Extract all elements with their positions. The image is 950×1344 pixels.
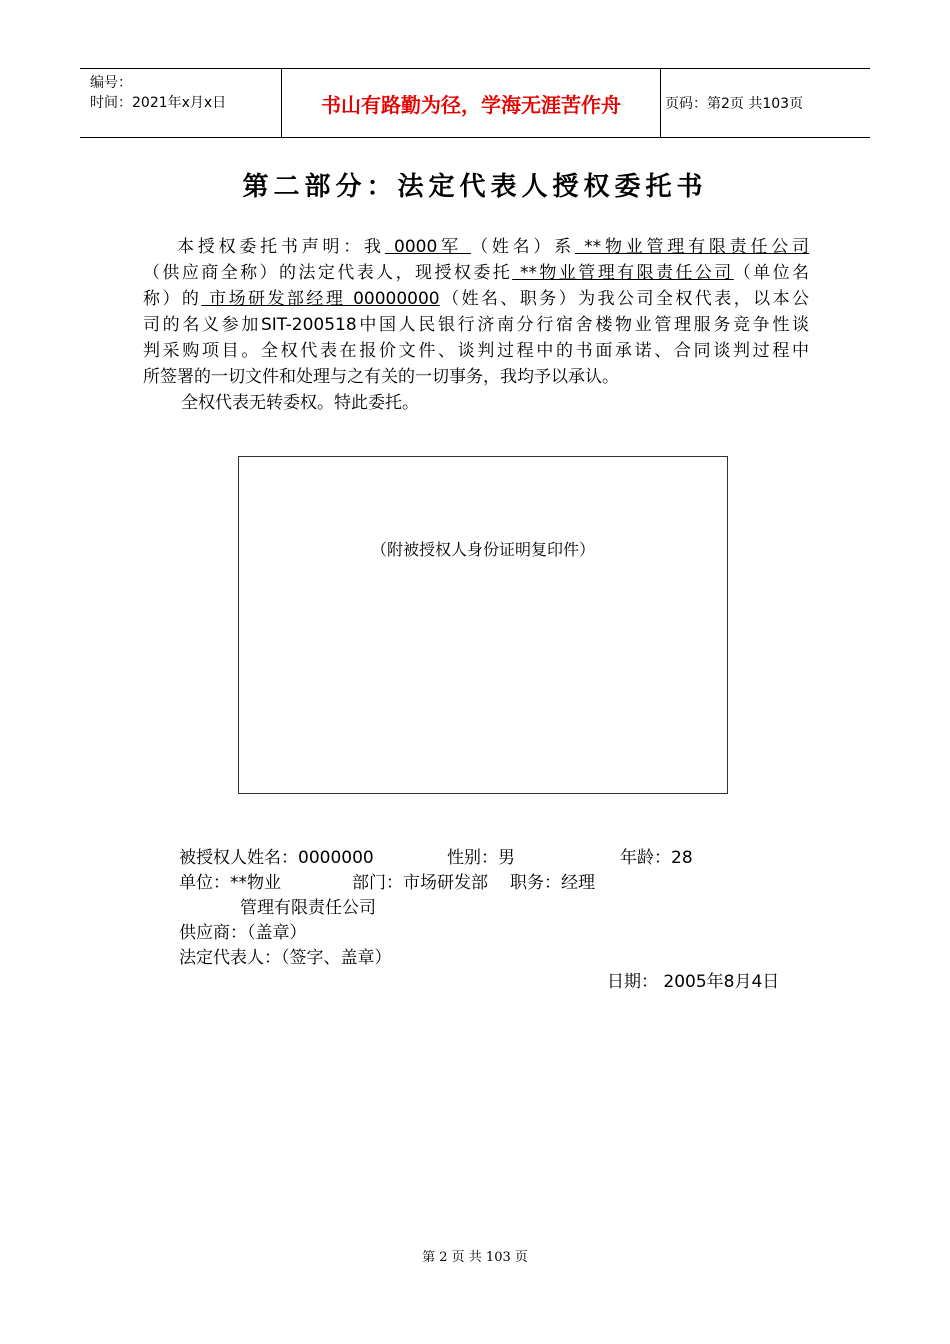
legal-rep-name: 0000军 [384, 237, 472, 257]
declaration-line-1 [143, 234, 809, 260]
declaration-line-6: 所签署的一切文件和处理与之有关的一切事务，我均予以承认。 [143, 367, 619, 387]
text: （姓名、职务）为我公司全权代表，以本公 [439, 289, 810, 309]
id-copy-box [238, 456, 728, 794]
legal-rep-signature: 法定代表人：（签字、盖章） [179, 948, 392, 968]
page-title: 第二部分：法定代表人授权委托书 [242, 172, 708, 202]
text: （供应商全称）的法定代表人，现授权委托 [143, 263, 513, 283]
header-number: 编号： [90, 75, 132, 91]
text: 称）的 [143, 289, 202, 309]
id-copy-caption: （附被授权人身份证明复印件） [370, 540, 595, 559]
declaration-line-7 [143, 390, 809, 416]
delegate-name-position: 市场研发部经理 00000000 [201, 289, 440, 309]
header-divider [660, 69, 661, 137]
declaration-line-3 [143, 286, 809, 312]
declaration-line-2 [143, 260, 809, 286]
company-name: **物业管理有限责任公司 [574, 237, 810, 257]
delegate-company: **物业管理有限责任公司 [512, 263, 734, 283]
text: 本授权委托书声明：我 [177, 237, 385, 257]
delegate-age: 年龄：28 [620, 848, 693, 868]
delegate-position: 职务：经理 [510, 873, 595, 893]
supplier-seal: 供应商：（盖章） [179, 923, 307, 943]
header-meta [90, 73, 226, 113]
delegate-unit-cont: 管理有限责任公司 [240, 898, 376, 918]
declaration-line-5: 判采购项目。全权代表在报价文件、谈判过程中的书面承诺、合同谈判过程中 [143, 341, 809, 361]
sign-date: 日期： 2005年8月4日 [607, 972, 780, 992]
header-time: 时间：2021年x月x日 [90, 95, 227, 111]
text: （姓名）系 [471, 237, 575, 257]
delegate-name: 被授权人姓名：0000000 [179, 848, 374, 868]
declaration-line-4: 司的名义参加SIT-200518中国人民银行济南分行宿舍楼物业管理服务竞争性谈 [143, 315, 809, 335]
delegate-unit: 单位：**物业 [179, 873, 281, 893]
delegate-department: 部门：市场研发部 [352, 873, 488, 893]
text: 全权代表无转委权。特此委托。 [181, 393, 419, 413]
delegate-gender: 性别：男 [447, 848, 515, 868]
header-motto: 书山有路勤为径，学海无涯苦作舟 [321, 92, 621, 117]
document-header [80, 68, 870, 138]
page-footer: 第 2 页 共 103 页 [422, 1250, 528, 1265]
text: （单位名 [733, 263, 810, 283]
header-page-info: 页码：第2页 共103页 [665, 96, 804, 112]
